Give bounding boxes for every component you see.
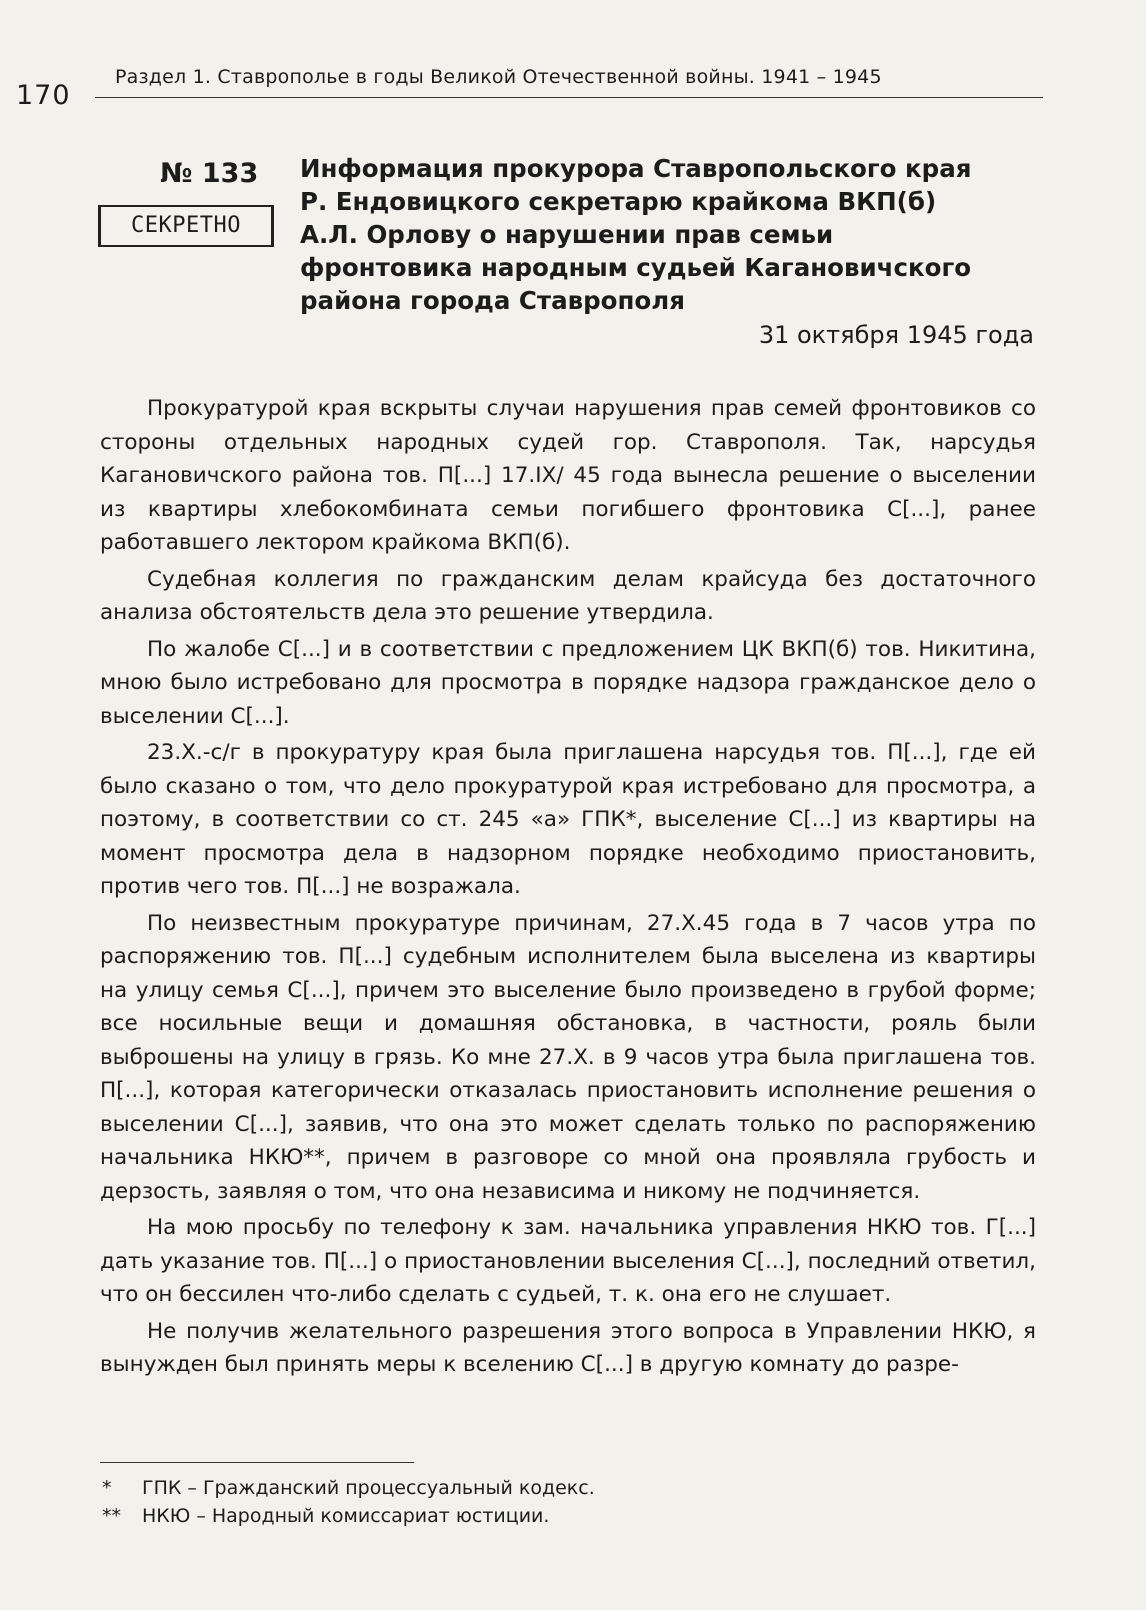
footnote-text: ГПК – Гражданский процессуальный кодекс. bbox=[142, 1477, 595, 1499]
footnote-rule bbox=[100, 1462, 414, 1463]
paragraph: Судебная коллегия по гражданским делам крайсуда без достаточного анализа обстоятельств дела это решение утвердила. bbox=[100, 566, 1036, 625]
paragraph: Прокуратурой края вскрыты случаи нарушения прав семей фронтовиков со стороны отдельных народных судей гор. Ставрополя. Так, нарсудья Кагановичского района тов. П[...] 17.IX/ 45 года вынесла решение о выселении из квартиры хлебокомбината семьи погибшего фронтовика С[...], ранее работавшего лектором крайкома ВКП(б). bbox=[100, 396, 1036, 555]
footnote bbox=[100, 1474, 1000, 1502]
footnote-mark: * bbox=[102, 1477, 112, 1499]
page-number: 170 bbox=[16, 80, 71, 111]
title-line: А.Л. Орлову о нарушении прав семьи bbox=[300, 220, 834, 249]
document-number: № 133 bbox=[160, 158, 259, 189]
footnotes bbox=[100, 1474, 1000, 1530]
document-body bbox=[100, 392, 1036, 1385]
footnote bbox=[100, 1502, 1000, 1530]
title-line: Информация прокурора Ставропольского края bbox=[300, 154, 972, 183]
title-line: района города Ставрополя bbox=[300, 286, 685, 315]
paragraph: По неизвестным прокуратуре причинам, 27.X.45 года в 7 часов утра по распоряжению тов. П[...] судебным исполнителем была выселена из квартиры на улицу семья С[...], причем это выселение было произведено в грубой форме; все носильные вещи и домашняя обстановка, в частности, рояль были выброшены на улицу в грязь. Ко мне 27.X. в 9 часов утра была приглашена тов. П[...], которая категорически отказалась приостановить исполнение решения о выселении С[...], заявив, что она это может сделать только по распоряжению начальника НКЮ**, причем в разговоре со мной она проявляла грубость и дерзость, заявляя о том, что она независима и никому не подчиняется. bbox=[100, 910, 1036, 1204]
header-rule bbox=[95, 97, 1043, 98]
title-line: Р. Ендовицкого секретарю крайкома ВКП(б) bbox=[300, 187, 937, 216]
paragraph: 23.X.-с/г в прокуратуру края была приглашена нарсудья тов. П[...], где ей было сказано о том, что дело прокуратурой края истребовано для просмотра, а поэтому, в соответствии со ст. 245 «а» ГПК*, выселение С[...] из квартиры на момент просмотра дела в надзорном порядке необходимо приостановить, против чего тов. П[...] не возражала. bbox=[100, 740, 1036, 899]
paragraph: По жалобе С[...] и в соответствии с предложением ЦК ВКП(б) тов. Никитина, мною было истребовано для просмотра в порядке надзора гражданское дело о выселении С[...]. bbox=[100, 636, 1036, 729]
footnote-mark: ** bbox=[102, 1505, 121, 1527]
title-line: фронтовика народным судьей Кагановичского bbox=[300, 253, 972, 282]
secret-stamp: СЕКРЕТНО bbox=[98, 205, 274, 247]
paragraph: На мою просьбу по телефону к зам. начальника управления НКЮ тов. Г[...] дать указание тов. П[...] о приостановлении выселения С[...], последний ответил, что он бессилен что-либо сделать с судьей, т. к. она его не слушает. bbox=[100, 1215, 1036, 1307]
running-header: Раздел 1. Ставрополье в годы Великой Отечественной войны. 1941 – 1945 bbox=[115, 66, 882, 88]
document-date: 31 октября 1945 года bbox=[758, 321, 1034, 349]
paragraph: Не получив желательного разрешения этого вопроса в Управлении НКЮ, я вынужден был принять меры к вселению С[...] в другую комнату до разре- bbox=[100, 1318, 1036, 1377]
document-title bbox=[300, 152, 1000, 317]
footnote-text: НКЮ – Народный комиссариат юстиции. bbox=[142, 1505, 550, 1527]
